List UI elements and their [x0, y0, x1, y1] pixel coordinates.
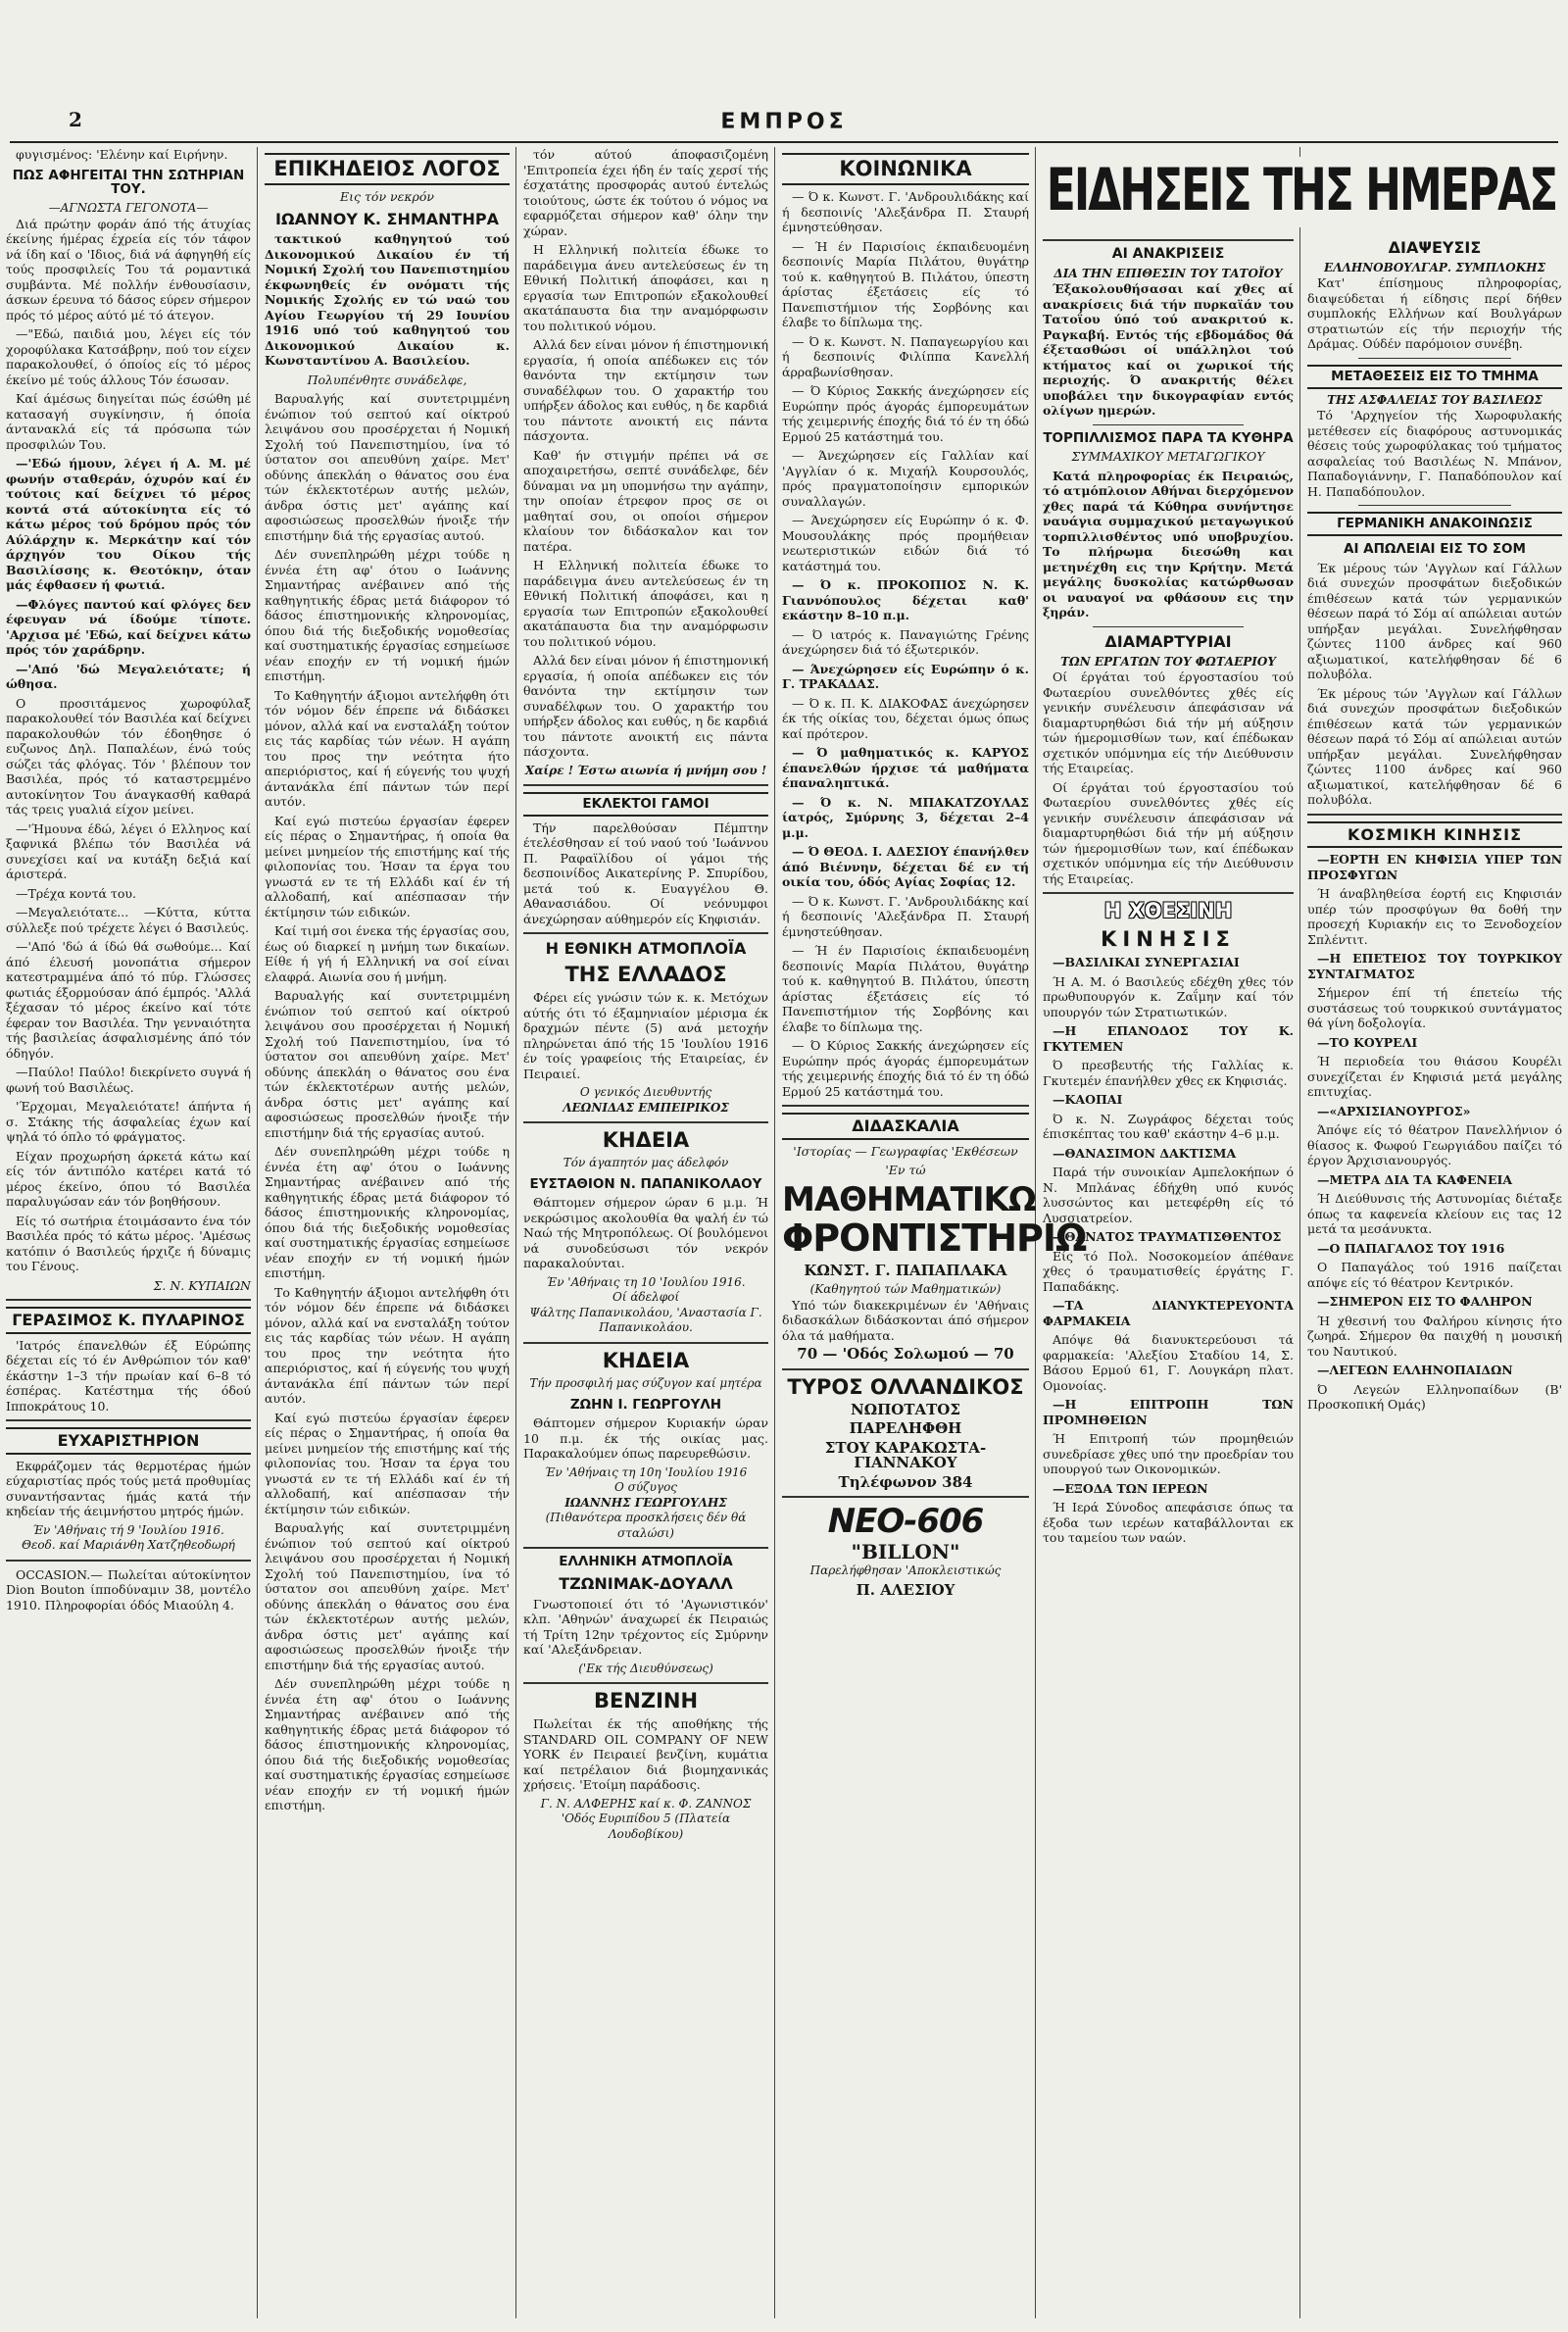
- divider: [1043, 239, 1294, 241]
- funeral-notice-date: Έν 'Αθήναις τη 10 'Ιουλίου 1916.: [546, 1274, 746, 1289]
- news-item: Είς τό Πολ. Νοσοκομείον άπέθανε χθες ό τραυματισθείς έργάτης Γ. Παπαδάκης.: [1043, 1248, 1294, 1294]
- article-headline: ΔΙΑΜΑΡΤΥΡΙΑΙ: [1104, 631, 1232, 651]
- ad-sub: ΝΩΠΟΤΑΤΟΣ: [851, 1400, 960, 1418]
- article-headline: ΠΩΣ ΑΦΗΓΕΙΤΑΙ ΤΗΝ ΣΩΤΗΡΙΑΝ ΤΟΥ.: [12, 167, 245, 198]
- article-paragraph: Οί έργάται τού έργοστασίου τού Φωταερίου συνελθόντες χθές είς γενικήν συνέλευσιν άπεφάσισαν νά διαμαρτυρηθώσι διά τήν μή αύξησιν τών ήμερομισθίων των, καί έπέδωκαν σχετικόν υπόμνημα είς τήν Διεύθυνσιν τής Εταιρείας.: [1043, 779, 1294, 886]
- ad-shop: ΣΤΟΥ ΚΑΡΑΚΩΣΤΑ-ΓΙΑΝΝΑΚΟΥ: [824, 1438, 987, 1472]
- news-item: —ΕΞΟΔΑ ΤΩΝ ΙΕΡΕΩΝ: [1053, 1480, 1208, 1496]
- news-item: —ΜΕΤΡΑ ΔΙΑ ΤΑ ΚΑΦΕΝΕΙΑ: [1317, 1171, 1513, 1187]
- ad-telephone: Τηλέφωνον 384: [838, 1472, 973, 1491]
- news-item: —Η ΕΠΑΝΟΔΟΣ ΤΟΥ Κ. ΓΚΥΤΕΜΕΝ: [1043, 1023, 1294, 1054]
- column-divider: [257, 147, 258, 2318]
- ad-headline: ΔΙΔΑΣΚΑΛΙΑ: [782, 1113, 1029, 1140]
- column-3: [523, 147, 768, 2323]
- news-item: —ΛΕΓΕΩΝ ΕΛΛΗΝΟΠΑΙΔΩΝ: [1317, 1363, 1513, 1378]
- masthead: [0, 110, 1568, 134]
- column-4: [782, 147, 1087, 2323]
- article-paragraph: Έκ μέρους τών 'Αγγλων καί Γάλλων διά συνεχών προσφάτων διεξοδικών έπιθέσεων κατά τών γερμανικών θέσεων παρά τό Σόμ αί απώλειαι αυτών υπήρξαν μεγάλαι. Συνελήφθησαν ζώντες 1100 άνδρες καί 960 αξιωματικοί, κατελήφθησαν δέ 6 πολυβόλα.: [1307, 685, 1562, 808]
- column-divider: [1299, 147, 1300, 2318]
- social-item: — Άνεχώρησεν είς Ευρώπην ό κ. Γ. ΤΡΑΚΑΔΑΣ.: [782, 661, 1029, 692]
- social-item: — Ό Κύριος Σακκής άνεχώρησεν είς Ευρώπην πρός άγοράς έμπορευμάτων τής χειμερινής έποχής διά τό έν τη όδώ Ερμού 25 κατάστημά του.: [782, 383, 1029, 444]
- article-paragraph: —Φλόγες παντού καί φλόγες δεν έφευγαν νά ίδούμε τίποτε. 'Αρχισα μέ 'Εδώ, καί δείχνει κάτω πρός τόν χαράδρην.: [6, 596, 251, 658]
- news-item: Ή Διεύθυνσις τής Αστυνομίας διέταξε όπως τα καφενεία κλείουν εις τας 12 μετά τα μεσάνυκτα.: [1307, 1191, 1562, 1237]
- funeral-notice-headline: ΚΗΔΕΙΑ: [602, 1348, 690, 1372]
- social-item: — Ό κ. Κωνστ. Γ. 'Ανδρουλιδάκης καί ή δεσποινίς 'Αλεξάνδρα Π. Σταυρή έμνηστεύθησαν.: [782, 893, 1029, 939]
- article-paragraph: Είς τό σωτήρια έτοιμάσαντο ένα τόν Βασιλέα πρός τό κάτω μέρος. 'Αμέσως κατόπιν ό Βασιλεύς ήρχιζε ή δύναμις του Γένους.: [6, 1213, 251, 1274]
- article-paragraph: Αλλά δεν είναι μόνον ή έπιστημονική εργασία, ή οποία απέδωκεν εις τόν θανόντα την εκτίμησιν των συναδέλφων του. Ο χαρακτήρ του υπήρξεν άδολος και ευθύς, η δε καρδιά του πάντοτε ανοικτή εις πάντα πάσχοντα.: [523, 337, 768, 443]
- social-item: — Άνεχώρησεν είς Ευρώπην ό κ. Φ. Μουσουλάκης πρός προμήθειαν νεωτεριστικών ειδών διά τό κατάστημά του.: [782, 513, 1029, 573]
- article-paragraph: Η Ελληνική πολιτεία έδωκε το παράδειγμα άνευ αντελεύσεως έν τη Εθνική Πολιτική άποφάσει, και η εργασία των Επιτροπών εξακολουθεί ακατάπαυστα δια την αναμόρφωσιν του πολιτικού νόμου.: [523, 242, 768, 333]
- article-paragraph: Δέν συνεπληρώθη μέχρι τούδε η έννέα έτη αφ' ότου ο Ιωάννης Σημαντήρας ανέβαινεν από τής καθηγητικής έδρας μετά διάφορον τό δάσος έπιστημονικής κληρονομίας, όπου διά τής διεξοδικής νομοθεσίας καί συστηματικής έργασίας εσημείωσε νέαν εποχήν εν τή νομική ήμών επιστήμη.: [265, 1144, 510, 1281]
- article-subhead: ΤΩΝ ΕΡΓΑΤΩΝ ΤΟΥ ΦΩΤΑΕΡΙΟΥ: [1060, 654, 1276, 669]
- ad-text: Γνωστοποιεί ότι τό 'Αγωνιστικόν' κλπ. 'Αθηνών' άναχωρεί έκ Πειραιώς τή Τρίτη 12ην τρέχοντος είς Σμύρνην καί 'Αλεξάνδρειαν.: [523, 1596, 768, 1658]
- article-paragraph: —Τρέχα κοντά του.: [16, 885, 136, 901]
- article-signature: Σ. Ν. ΚΥΠΑΙΩΝ: [153, 1277, 251, 1293]
- article-paragraph: Βαρυαλγής καί συντετριμμένη ένώπιον τού σεπτού καί οίκτρού λειψάνου σου προσέρχεται ή Νομική Σχολή τού Πανεπιστημίου, ίνα τό ύστατον σοι απευθύνη χαίρε. Μετ' οδύνης άπεκλάη ο θάνατος σου ένα τών έκλεκτοτέρων αυτής μελών, άνδρα όστις μετ' αγάπης καί αφοσιώσεως προσελθών ήνοιξε τήν επιστήμην διά τής εργασίας αυτού.: [265, 1520, 510, 1672]
- social-item: — Ό Κύριος Σακκής άνεχώρησεν είς Ευρώπην πρός άγοράς έμπορευμάτων τής χειμερινής έποχής διά τό έν τη όδώ Ερμού 25 κατάστημά του.: [782, 1038, 1029, 1099]
- article-paragraph: —'Από 'δώ ά ίδώ θά σωθούμε... Καί άπό έλευσή μονοπάτια σήμερον κατεστραμμένα άπό τό πύρ. Γλώσσες φωτιάς έξορμούσαν άπό έμπρός. 'Αλλά ξέχασαν τό μέρος έκείνο καί τότε έφεραν τον Βασιλέα. Την γενναιότητα τής βασιλείας άσφαλισμένης άπό τόν όδηγόν.: [6, 939, 251, 1061]
- notice-text: Εκφράζομεν τάς θερμοτέρας ήμών εύχαριστίας πρός τούς μετά προθυμίας συναντήσαντας ήμάς κατά τήν κηδείαν τής άειμνήστου μητρός ήμών.: [6, 1458, 251, 1519]
- divider: [782, 1368, 1029, 1370]
- social-item: — Ό μαθηματικός κ. ΚΑΡΥΟΣ έπανελθών ήρχισε τά μαθήματα έπαναληπτικά.: [782, 745, 1029, 791]
- divider: [6, 1419, 251, 1421]
- social-item: — Ό κ. ΠΡΟΚΟΠΙΟΣ Ν. Κ. Γιαννόπουλος δέχεται καθ' εκάστην 8–10 π.μ.: [782, 577, 1029, 623]
- funeral-notice-name: ΖΩΗΝ Ι. ΓΕΩΡΓΟΥΛΗ: [569, 1396, 722, 1413]
- news-item: Ή Α. Μ. ό Βασιλεύς εδέχθη χθες τόν πρωθυπουργόν κ. Ζαΐμην καί τόν υπουργόν τών Στρατιωτικών.: [1043, 973, 1294, 1019]
- article-subhead: Εις τόν νεκρόν: [340, 189, 434, 205]
- ad-name: ΚΩΝΣΤ. Γ. ΠΑΠΑΠΛΑΚΑ: [804, 1261, 1007, 1279]
- article-paragraph: —Μεγαλειότατε... —Κύττα, κύττα σύλλεξε πού τρέχετε λέγει ό Βασιλεύς.: [6, 905, 251, 935]
- divider: [1358, 505, 1511, 506]
- column-2: [265, 147, 510, 2323]
- news-item: —ΤΑ ΔΙΑΝΥΚΤΕΡΕΥΟΝΤΑ ΦΑΡΜΑΚΕΙΑ: [1043, 1298, 1294, 1328]
- article-paragraph: Βαρυαλγής καί συντετριμμένη ένώπιον τού σεπτού καί οίκτρού λειψάνου σου προσέρχεται ή Νομική Σχολή τού Πανεπιστημίου, ίνα τό ύστατον σοι απευθύνη χαίρε. Μετ' οδύνης άπεκλάη ο θάνατος σου ένα τών έκλεκτοτέρων αυτής μελών, άνδρα όστις μετ' αγάπης καί αφοσιώσεως προσελθών ήνοιξε τήν επιστήμην διά τής εργασίας αυτού.: [265, 988, 510, 1140]
- ad-text: 'Ιατρός έπανελθών έξ Εύρώπης δέχεται είς τό έν Ανθρώπιον τόν καθ' έκάστην 1–3 τήν πρωίαν καί 6–8 τό έσπέρας. Κατέστημα τής όδού Ιπποκράτους 10.: [6, 1337, 251, 1414]
- ad-text: Υπό τών διακεκριμένων έν 'Αθήναις διδασκάλων διδάσκονται άπό σήμερον όλα τά μαθήματα.: [782, 1297, 1029, 1343]
- article-headline: ΜΕΤΑΘΕΣΕΙΣ ΕΙΣ ΤΟ ΤΜΗΜΑ: [1307, 365, 1562, 389]
- article-paragraph: Ο προσιτάμενος χωροφύλαξ παρακολουθεί τόν Βασιλέα καί δείχνει παρακολουθών τόν έδοηθησε ό ευζωνος Δηλ. Παπαλέων, ένώ τούς σώζει τάς φλόγας. Τόν ' βλέπουν τον Βασιλέα, πρός τό καταστρεμμένο αυτοκίνητον Του άναγκασθή καθαρά τάς τρεις γυαλιά είχον μείνει.: [6, 695, 251, 818]
- classified-text: OCCASION.— Πωλείται αύτοκίνητον Dion Bouton ίπποδύναμιν 38, μοντέλο 1910. Πληροφορίαι όδός Μιαούλη 4.: [6, 1566, 251, 1613]
- article-paragraph: Πολυπένθητε συνάδελφε,: [307, 372, 467, 387]
- social-item: — Ό ΘΕΟΔ. Ι. ΑΔΕΣΙΟΥ έπανήλθεν άπό Βιέννην, δέχεται δέ εν τή οικία του, όδός Αγίας Σοφίας 12.: [782, 844, 1029, 890]
- ad-signature: ΛΕΩΝΙΔΑΣ ΕΜΠΕΙΡΙΚΟΣ: [563, 1100, 729, 1115]
- news-item: —Η ΕΠΙΤΡΟΠΗ ΤΩΝ ΠΡΟΜΗΘΕΙΩΝ: [1043, 1397, 1294, 1427]
- newspaper-name: ΕΜΠΡΟΣ: [720, 110, 848, 134]
- notice-headline: ΕΥΧΑΡΙΣΤΗΡΙΟΝ: [6, 1427, 251, 1455]
- ad-signature: Ο γενικός Διευθυντής: [579, 1085, 712, 1100]
- news-item: —ΘΑΝΑΤΟΣ ΤΡΑΥΜΑΤΙΣΘΕΝΤΟΣ: [1053, 1229, 1282, 1245]
- social-item: Άπόψε είς τό θέατρον Πανελλήνιον ό θίασος κ. Φωφού Γεωργιάδου παίζει τό έργον Άρχισιανουργός.: [1307, 1122, 1562, 1168]
- social-item: Ή περιοδεία του θιάσου Κουρέλι συνεχίζεται έν Κηφισιά μετά μεγάλης επιτυχίας.: [1307, 1054, 1562, 1100]
- news-item: —ΚΑΟΠΑΙ: [1053, 1092, 1123, 1108]
- ad-text: Παρελήφθησαν 'Αποκλειστικώς: [809, 1563, 1002, 1578]
- article-paragraph: Είχαν προχωρήση άρκετά κάτω καί είς τόν άντιπόλο κατέρει κατά τό μέρος έκείνο, όπου τό Βασιλέα παραλυγώσαν εάν τόν βοηθήσουν.: [6, 1148, 251, 1210]
- article-text: φυγισμένος: 'Ελένην καί Ειρήνην.: [16, 147, 228, 162]
- article-paragraph: τόν αύτού άποφασιζομένη 'Επιτροπεία έχει ήδη έν ταίς χερσί τής έσχατάτης προσφοράς αυτού έντελώς τοιούτους, ώστε έκ τούτου ό νόμος να εφαρμόζεται σήμερον καθ' όλην την χώραν.: [523, 147, 768, 238]
- funeral-notice-signature: Ο σύζυγος: [613, 1480, 678, 1495]
- article-headline: ΓΕΡΜΑΝΙΚΗ ΑΝΑΚΟΙΝΩΣΙΣ: [1307, 512, 1562, 536]
- ad-text: Φέρει είς γνώσιν τών κ. κ. Μετόχων αύτής ότι τό έξαμηνιαίον μέρισμα έκ δραχμών πέντε (5) ανά μετοχήν πληρώνεται άπό τής 15 'Ιουλίου 1916 έν τοίς γραφείοις τής Εταιρείας, έν Πειραιεί.: [523, 990, 768, 1081]
- news-item: Ή χθεσινή του Φαλήρου κίνησις ήτο ζωηρά. Σήμερον θα παιχθή η μουσική του Ναυτικού.: [1307, 1313, 1562, 1359]
- article-paragraph: Δέν συνεπληρώθη μέχρι τούδε η έννέα έτη αφ' ότου ο Ιωάννης Σημαντήρας ανέβαινεν από τής καθηγητικής έδρας μετά διάφορον τό δάσος έπιστημονικής κληρονομίας, όπου διά τής διεξοδικής νομοθεσίας καί συστηματικής έργασίας εσημείωσε νέαν εποχήν εν τή νομική ήμών επιστήμη.: [265, 1676, 510, 1813]
- social-item: — Ό κ. Π. Κ. ΔΙΑΚΟΦΑΣ άνεχώρησεν έκ τής οίκίας του, δέχεται όμως όπως καί πρότερον.: [782, 695, 1029, 741]
- social-item: — Ό κ. Ν. ΜΠΑΚΑΤΖΟΥΛΑΣ ίατρός, Σμύρνης 3, δέχεται 2–4 μ.μ.: [782, 794, 1029, 840]
- news-item: Απόψε θά διανυκτερεύουσι τά φαρμακεία: 'Αλεξίου Σταδίου 14, Σ. Βάσου Ερμού 61, Γ. Λουγκάρη πλατ. Ομονοίας.: [1043, 1332, 1294, 1393]
- funeral-notice-text: Θάπτομεν σήμερον Κυριακήν ώραν 10 π.μ. έκ τής οικίας μας. Παρακαλούμεν όπως παρευρεθώσιν.: [523, 1415, 768, 1462]
- ad-address: 70 — 'Οδός Σολωμού — 70: [797, 1345, 1014, 1364]
- ad-headline: ΤΗΣ ΕΛΛΑΔΟΣ: [564, 962, 727, 986]
- social-item: —«ΑΡΧΙΣΙΑΝΟΥΡΓΟΣ»: [1317, 1103, 1471, 1118]
- notice-date: Έν 'Αθήναις τή 9 'Ιουλίου 1916.: [32, 1522, 224, 1537]
- article-headline: ΤΟΡΠΙΛΛΙΣΜΟΣ ΠΑΡΑ ΤΑ ΚΥΘΗΡΑ: [1043, 429, 1294, 446]
- social-item: — Άνεχώρησεν είς Γαλλίαν καί 'Αγγλίαν ό κ. Μιχαήλ Κουρσουλός, πρός πραγματοποίησιν εμπορικών συναλλαγών.: [782, 448, 1029, 509]
- divider: [782, 1105, 1029, 1107]
- news-item: Ό κ. Ν. Ζωγράφος δέχεται τούς έπισκέπτας του καθ' εκάστην 4–6 μ.μ.: [1043, 1111, 1294, 1142]
- page-number: 2: [69, 108, 82, 131]
- news-item: Ό πρεσβευτής τής Γαλλίας κ. Γκυτεμέν έπανήλθεν χθες εκ Κηφισιάς.: [1043, 1058, 1294, 1088]
- news-item: —Ο ΠΑΠΑΓΑΛΟΣ ΤΟΥ 1916: [1317, 1240, 1505, 1256]
- column-divider: [515, 147, 516, 2318]
- article-headline: ΕΠΙΚΗΔΕΙΟΣ ΛΟΓΟΣ: [265, 153, 510, 185]
- social-item: — Ό ιατρός κ. Παναγιώτης Γρένης άνεχώρησεν διά τό έξωτερικόν.: [782, 626, 1029, 658]
- news-item: —ΘΑΝΑΣΙΜΟΝ ΔΑΚΤΙΣΜΑ: [1053, 1145, 1237, 1161]
- article-paragraph: Έκ μέρους τών 'Αγγλων καί Γάλλων διά συνεχών προσφάτων διεξοδικών έπιθέσεων κατά τών γερμανικών θέσεων παρά τό Σόμ αί απώλειαι αυτών υπήρξαν μεγάλαι. Συνελήφθησαν ζώντες 1100 άνδρες καί 960 αξιωματικοί, κατελήφθησαν δέ 6 πολυβόλα.: [1307, 560, 1562, 682]
- divider: [523, 932, 768, 934]
- funeral-notice-signature: Οί άδελφοί: [612, 1290, 680, 1305]
- ad-sub: ΠΑΡΕΛΗΦΘΗ: [849, 1419, 962, 1438]
- divider: [523, 1682, 768, 1684]
- funeral-notice-text: Θάπτομεν σήμερον ώραν 6 μ.μ. Ή νεκρώσιμος ακολουθία θα ψαλή έν τώ Ναώ τής Μητροπόλεως. Οί βουλόμενοι νά συνοδεύσωσι τόν νεκρόν παρακαλούνται.: [523, 1195, 768, 1271]
- divider: [1358, 358, 1511, 359]
- news-item: Παρά τήν συνοικίαν Αμπελοκήπων ό Ν. Μπλάνας έδήχθη υπό κυνός λυσσώντος και μετεφέρθη είς τό Λυσσιατρείον.: [1043, 1165, 1294, 1225]
- column-5: [1043, 233, 1294, 2323]
- funeral-notice-date: Έν 'Αθήναις τη 10η 'Ιουλίου 1916: [544, 1464, 748, 1479]
- article-subhead: ΑΙ ΑΠΩΛΕΙΑΙ ΕΙΣ ΤΟ ΣΟΜ: [1344, 540, 1526, 557]
- column-1: [6, 147, 251, 2323]
- ad-name-sub: (Καθηγητού τών Μαθηματικών): [809, 1282, 1002, 1297]
- funeral-notice-sub: Τήν προσφιλή μας σύζυγον καί μητέρα: [529, 1376, 762, 1391]
- divider: [1093, 424, 1244, 425]
- article-paragraph: Βαρυαλγής καί συντετριμμένη ένώπιον τού σεπτού καί οίκτρού λειψάνου σου προσέρχεται ή Νομική Σχολή τού Πανεπιστημίου, ίνα τό ύστατον σοι απευθύνη χαίρε. Μετ' οδύνης άπεκλάη ο θάνατος σου ένα τών έκλεκτοτέρων αυτής μελών, άνδρα όστις μετ' αγάπης καί αφοσιώσεως προσελθών ήνοιξε τήν επιστήμην διά τής εργασίας αυτού.: [265, 391, 510, 543]
- article-paragraph: Κατά πληροφορίας έκ Πειραιώς, τό ατμόπλοιον Αθήναι διερχόμενον χθες παρά τά Κύθηρα συνήντησε ναυάγια συμμαχικού μεταγωγικού τορπιλλισθέντος υπό υποβρυχίου. Το πλήρωμα διεσώθη και μετηνέχθη εις την Κρήτην. Μετά μεγάλης δυσκολίας κατώρθωσαν οι ναυαγοί να φθάσουν εις την ξηράν.: [1043, 468, 1294, 620]
- article-paragraph: Καί εγώ πιστεύω έργασίαν έφερεν είς πέρας ο Σημαντήρας, ή οποία θα μείνει μνημείον τής επιστήμης καί τής φιλοπονίας του. Ήσαν τα έργα του γνωστά εν τε τή Ελλάδι καί έν τή αλλοδαπή, καί απέσπασαν τήν έκτίμησιν τών ειδικών.: [265, 1410, 510, 1516]
- news-item: Ο Παπαγάλος τού 1916 παίζεται απόψε είς τό θέατρον Κεντρικόν.: [1307, 1260, 1562, 1290]
- social-item: —Η ΕΠΕΤΕΙΟΣ ΤΟΥ ΤΟΥΡΚΙΚΟΥ ΣΥΝΤΑΓΜΑΤΟΣ: [1307, 951, 1562, 981]
- social-item: —ΕΟΡΤΗ ΕΝ ΚΗΦΙΣΙΑ ΥΠΕΡ ΤΩΝ ΠΡΟΣΦΥΓΩΝ: [1307, 852, 1562, 882]
- article-paragraph: Οί έργάται τού έργοστασίου τού Φωταερίου συνελθόντες χθές είς γενικήν συνέλευσιν άπεφάσισαν νά διαμαρτυρηθώσι διά τήν μή αύξησιν τών ήμερομισθίων των, καί έπέδωκαν σχετικόν υπόμνημα είς τήν Διεύθυνσιν τής Εταιρείας.: [1043, 670, 1294, 776]
- notice-signature: Θεοδ. καί Μαριάνθη Χατζηθεοδωρή: [22, 1538, 235, 1553]
- column-6: [1307, 233, 1562, 2323]
- article-paragraph: Έξακολουθήσασαι καί χθες αί ανακρίσεις διά τήν πυρκαϊάν του Τατοΐου ύπό τού ανακριτού κ. Ραγκαβή. Εντός τής εβδομάδος θά έξετασθώσι οί υπάλληλοι τού κτήματος καί οι χωρικοί τής περιοχής. Ό ανακριτής θέλει υποβάλει την δικογραφίαν εντός ολίγων ημερών.: [1043, 281, 1294, 419]
- social-item: —ΤΟ ΚΟΥΡΕΛΙ: [1317, 1034, 1418, 1050]
- notice-text: Τήν παρελθούσαν Πέμπτην έτελέσθησαν εί τού ναού τού 'Ιωάννου Π. Ραφαϊλίδου οί γάμοι τής δεσποινίδος Αικατερίνης Ρ. Σπυρίδου, μετά τού κ. Ευαγγέλου Θ. Αθανασιάδου. Οί νεόνυμφοι άνεχώρησαν αύθημερόν είς Κηφισιάν.: [523, 819, 768, 926]
- social-item: Ή άναβληθείσα έορτή εις Κηφισιάν υπέρ τών προσφύγων θα δοθή την προσεχή Κυριακήν εις το Ξενοδοχείον Σπλέντιτ.: [1307, 886, 1562, 947]
- masthead-rule: [10, 141, 1558, 143]
- divider: [523, 784, 768, 786]
- article-headline: ΑΙ ΑΝΑΚΡΙΣΕΙΣ: [1111, 246, 1225, 263]
- news-item: Ή Επιτροπή τών προμηθειών συνεδρίασε χθες υπό την προεδρίαν του υπουργού των Οικονομικών.: [1043, 1431, 1294, 1477]
- divider: [6, 1299, 251, 1301]
- ad-text: Πωλείται έκ τής αποθήκης τής STANDARD OIL COMPANY OF NEW YORK έν Πειραιεί βενζίνη, κυμάτια καί πετρέλαιον διά βιομηχανικάς χρήσεις. 'Ετοίμη παράδοσις.: [523, 1716, 768, 1793]
- news-item: Ό Λεγεών Ελληνοπαίδων (Β' Προσκοπική Ομάς): [1307, 1381, 1562, 1413]
- article-paragraph: Καί άμέσως διηγείται πώς έσώθη μέ κατασαγή συγκίνησιν, ή όποία άντανακλά είς τά πρόσωπα τών προσφιλών Του.: [6, 391, 251, 452]
- social-item: — Ή έν Παρισίοις έκπαιδευομένη δεσποινίς Μαρία Πιλάτου, θυγάτηρ τού κ. καθηγητού Β. Πιλάτου, ύπεστη άρίστας έξετάσεις είς τό Πανεπιστήμιον τής Σορβόνης και έλαβε το δίπλωμα της.: [782, 943, 1029, 1034]
- article-paragraph: Αλλά δεν είναι μόνον ή έπιστημονική εργασία, ή οποία απέδωκεν εις τόν θανόντα την εκτίμησιν των συναδέλφων του. Ο χαρακτήρ του υπήρξεν άδολος και ευθύς, η δε καρδιά του πάντοτε ανοικτή εις πάντα πάσχοντα.: [523, 653, 768, 759]
- funeral-notice-note: (Πιθανότερα προσκλήσεις δέν θά σταλώσι): [545, 1511, 747, 1540]
- social-item: — Ό κ. Κωνστ. Γ. 'Ανδρουλιδάκης καί ή δεσποινίς 'Αλεξάνδρα Π. Σταυρή έμνηστεύθησαν.: [782, 189, 1029, 235]
- funeral-notice-headline: ΚΗΔΕΙΑ: [602, 1128, 690, 1153]
- article-paragraph: Δέν συνεπληρώθη μέχρι τούδε η έννέα έτη αφ' ότου ο Ιωάννης Σημαντήρας ανέβαινεν από τής καθηγητικής έδρας μετά διάφορον τό δάσος έπιστημονικής κληρονομίας, όπου διά τής διεξοδικής νομοθεσίας καί συστηματικής έργασίας εσημείωσε νέαν εποχήν εν τή νομική ήμών επιστήμη.: [265, 547, 510, 684]
- news-item: Ή Ιερά Σύνοδος απεφάσισε όπως τα έξοδα των ιερέων καταβάλλονται εκ του ταμείου των ναών.: [1043, 1500, 1294, 1546]
- article-paragraph: —"Εδώ, παιδιά μου, λέγει είς τόν χοροφύλακα Κατσάβρην, πού τον είχεν παρακολουθεί, ό όποίος είς τό μέρος έκείνο μέ τούς άλλους Τόν έσωσαν.: [6, 326, 251, 387]
- article-paragraph: Καθ' ήν στιγμήν πρέπει νά σε αποχαιρετήσω, σεπτέ συνάδελφε, δέν δύναμαι να μη υπομνήσω την αγάπην, την οποίαν έτρεφον προς σε οι μαθηταί σου, οι οποίοι σήμερον κλαίουν τον διδάσκαλον και τον πατέρα.: [523, 447, 768, 554]
- article-paragraph: —Παύλο! Παύλο! διεκρίνετο συγνά ή φωνή τού Βασιλέως.: [6, 1065, 251, 1095]
- article-paragraph: —'Από 'δώ Μεγαλειότατε; ή ώθησα.: [6, 661, 251, 692]
- divider: [1043, 892, 1294, 894]
- article-paragraph: Καί τιμή σοι ένεκα τής έργασίας σου, έως ού διαρκεί η μνήμη των δικαίων. Είθε ή γή ή Ελληνική να σοί είναι ελαφρά. Αιωνία σου ή μνήμη.: [265, 923, 510, 984]
- article-paragraph: —'Ήμουνα έδώ, λέγει ό Ελληνος καί ξαφνικά βλέπω τόν Βασιλέα νά συνεχίσει καί να κυτάξη δεξιά καί άριστερά.: [6, 820, 251, 882]
- article-paragraph: Διά πρώτην φοράν άπό τής άτυχίας έκείνης ήμέρας έχρεία είς τόν τάφον νά ίδη καί ο 'Ιδιος, διά νά άφηγηθή είς τούς προσφιλείς Του τά ρομαντικά συμβάντα. Μέ πολλήν ένθουσίασιν, άσκων έρευνα τό δάσος εύρεν σήμερον πρός τό μέρος αύτό μέ τό άτεγον.: [6, 216, 251, 323]
- ad-big-text: ΜΑΘΗΜΑΤΙΚΩ: [782, 1179, 1036, 1219]
- divider: [523, 1121, 768, 1123]
- section-headline: Η ΧΘΕΣΙΝΗ: [1103, 899, 1233, 923]
- article-paragraph: Το Καθηγητήν άξιομοι αντελήφθη ότι τόν νόμον δέν έπρεπε νά διδάσκει μόνον, αλλά καί να ενσταλάξη τούτον εις τάς καρδίας τών νέων. Η αγάπη του προς την νεότητα ήτο απεριόριστος, καί ή εύγενής του ψυχή άντανάκλα έπί πάντων τών περί αυτόν.: [265, 687, 510, 810]
- divider: [6, 1560, 251, 1562]
- funeral-notice-signature: Ψάλτης Παπανικολάου, 'Αναστασία Γ. Παπανικολάου.: [529, 1305, 762, 1335]
- section-headline: ΚΟΣΜΙΚΗ ΚΙΝΗΣΙΣ: [1307, 821, 1562, 849]
- article-subhead: ΔΙΑ ΤΗΝ ΕΠΙΘΕΣΙΝ ΤΟΥ ΤΑΤΟΪΟΥ: [1054, 266, 1283, 280]
- section-title: ΕΙΔΗΣΕΙΣ ΤΗΣ ΗΜΕΡΑΣ: [1046, 156, 1557, 224]
- section-headline: ΚΟΙΝΩΝΙΚΑ: [782, 153, 1029, 185]
- ad-headline: Η ΕΘΝΙΚΗ ΑΤΜΟΠΛΟΪΑ: [545, 939, 747, 959]
- news-item: —ΣΗΜΕΡΟΝ ΕΙΣ ΤΟ ΦΑΛΗΡΟΝ: [1317, 1294, 1533, 1310]
- notice-headline: ΕΚΛΕΚΤΟΙ ΓΑΜΟΙ: [523, 792, 768, 817]
- ad-headline: ΤΥΡΟΣ ΟΛΛΑΝΔΙΚΟΣ: [787, 1374, 1024, 1399]
- ad-headline: ΤΖΩΝΙΜΑΚ-ΔΟΥΑΛΛ: [559, 1574, 733, 1594]
- ad-sub: "BILLON": [851, 1539, 960, 1563]
- ad-signature: Π. ΑΛΕΣΙΟΥ: [856, 1580, 956, 1599]
- article-paragraph: Καί εγώ πιστεύω έργασίαν έφερεν είς πέρας ο Σημαντήρας, ή οποία θα μείνει μνημείον τής επιστήμης καί τής φιλοπονίας του. Ήσαν τα έργα του γνωστά εν τε τή Ελλάδι καί έν τή αλλοδαπή, καί απέσπασαν τήν έκτίμησιν τών ειδικών.: [265, 813, 510, 919]
- ad-headline: ΒΕΝΖΙΝΗ: [593, 1689, 699, 1713]
- ad-sub: 'Εν τώ: [885, 1163, 926, 1178]
- ad-sub: 'Ιστορίας — Γεωγραφίας 'Εκθέσεων: [793, 1143, 1018, 1159]
- divider: [523, 1342, 768, 1344]
- news-item: —ΒΑΣΙΛΙΚΑΙ ΣΥΝΕΡΓΑΣΙΑΙ: [1053, 955, 1240, 970]
- funeral-notice-signature: ΙΩΑΝΝΗΣ ΓΕΩΡΓΟΥΛΗΣ: [564, 1495, 727, 1510]
- news-of-the-day-banner: [1039, 157, 1564, 227]
- article-paragraph: Τό 'Αρχηγείον τής Χωροφυλακής μετέθεσεν είς διαφόρους αστυνομικάς θέσεις τούς χωροφύλακας τού τμήματος ασφαλείας τού Βασιλέως Ν. Μπάνον, Παπαδογιάννην, Γ. Παπαδόπουλον καί Η. Παπαδόπουλον.: [1307, 408, 1562, 499]
- article-headline: ΔΙΑΨΕΥΣΙΣ: [1388, 238, 1482, 258]
- ad-big-text: ΝΕΟ-606: [827, 1502, 984, 1542]
- funeral-notice-sub: Τόν άγαπητόν μας άδελφόν: [563, 1156, 729, 1170]
- article-subhead: ΤΗΣ ΑΣΦΑΛΕΙΑΣ ΤΟΥ ΒΑΣΙΛΕΩΣ: [1327, 392, 1543, 407]
- social-item: Σήμερον έπί τή έπετείω τής συστάσεως τού τουρκικού συντάγματος θά γίνη δοξολογία.: [1307, 985, 1562, 1031]
- ad-headline: ΕΛΛΗΝΙΚΗ ΑΤΜΟΠΛΟΪΑ: [559, 1554, 733, 1570]
- column-divider: [774, 147, 775, 2318]
- article-subhead: ΣΥΜΜΑΧΙΚΟΥ ΜΕΤΑΓΩΓΙΚΟΥ: [1071, 449, 1265, 465]
- article-intro: τακτικού καθηγητού τού Δικονομικού Δικαίου έν τή Νομική Σχολή του Πανεπιστημίου έκφωνηθείς έν ονόματι τής Νομικής Σχολής εν τώ ναώ του Αγίου Γεωργίου τή 29 Ιουνίου 1916 υπό τού καθηγητού του Δικονομικού Δικαίου κ. Κωνσταντίνου Α. Βασιλείου.: [265, 231, 510, 369]
- ad-note: ('Εκ τής Διευθύνσεως): [578, 1661, 713, 1675]
- divider: [1093, 626, 1244, 627]
- article-subhead: ΙΩΑΝΝΟΥ Κ. ΣΗΜΑΝΤΗΡΑ: [275, 209, 499, 228]
- article-paragraph: Η Ελληνική πολιτεία έδωκε το παράδειγμα άνευ αντελεύσεως έν τη Εθνική Πολιτική άποφάσει, και η εργασία των Επιτροπών εξακολουθεί ακατάπαυστα δια την αναμόρφωσιν του πολιτικού νόμου.: [523, 558, 768, 649]
- article-paragraph: Το Καθηγητήν άξιομοι αντελήφθη ότι τόν νόμον δέν έπρεπε νά διδάσκει μόνον, αλλά καί να ενσταλάξη τούτον εις τάς καρδίας τών νέων. Η αγάπη του προς την νεότητα ήτο απεριόριστος, καί ή εύγενής του ψυχή άντανάκλα έπί πάντων τών περί αυτόν.: [265, 1284, 510, 1407]
- article-paragraph: 'Έρχομαι, Μεγαλειότατε! άπήντα ή σ. Στάκης τής άσφαλείας έχων καί ψηλά τό όπλο τό φράγματος.: [6, 1099, 251, 1145]
- article-subhead: —ΑΓΝΩΣΤΑ ΓΕΓΟΝΟΤΑ—: [48, 201, 209, 216]
- divider: [782, 1496, 1029, 1498]
- divider: [523, 1547, 768, 1549]
- article-paragraph: Κατ' έπίσημους πληροφορίας, διαψεύδεται ή είδησις περί δήθεν συμπλοκής Ελλήνων καί Βουλγάρων στρατιωτών είς τήν περιοχήν τής Δράμας. Ούδέν παρόμοιον συνέβη.: [1307, 275, 1562, 352]
- article-subhead: ΕΛΛΗΝΟΒΟΥΛΓΑΡ. ΣΥΜΠΛΟΚΗΣ: [1324, 260, 1545, 274]
- ad-headline: ΓΕΡΑΣΙΜΟΣ Κ. ΠΥΛΑΡΙΝΟΣ: [6, 1307, 251, 1334]
- ad-address: 'Οδός Ευριπίδου 5 (Πλατεία Λουδοβίκου): [561, 1811, 731, 1841]
- ad-big-text: ΦΡΟΝΤΙΣΤΗΡΙΩ: [782, 1216, 1087, 1261]
- divider: [1307, 814, 1562, 816]
- section-headline: ΚΙΝΗΣΙΣ: [1101, 927, 1236, 952]
- article-paragraph: —'Εδώ ήμουν, λέγει ή Α. Μ. μέ φωνήν σταθεράν, όχυρόν καί έν τούτοις καί δείχνει τό μέρος κοντά στά αύτοκίνητα είς τό κάτω μέρος τού δρόμου πρός τόν Αύλάρχην κ. Μερκάτην καί τόν άρχηγόν του Οίκου τής Βασιλίσσης κ. Θεοτόκην, όταν μάς έφθασεν ή φωτιά.: [6, 456, 251, 593]
- article-closing: Χαίρε ! Έστω αιωνία ή μνήμη σου !: [524, 763, 767, 777]
- ad-signature: Γ. Ν. ΑΛΦΕΡΗΣ καί κ. Φ. ΖΑΝΝΟΣ: [540, 1796, 752, 1811]
- social-item: — Ή έν Παρισίοις έκπαιδευομένη δεσποινίς Μαρία Πιλάτου, θυγάτηρ τού κ. καθηγητού Β. Πιλάτου, ύπεστη άρίστας έξετάσεις είς τό Πανεπιστήμιον τής Σορβόνης και έλαβε το δίπλωμα της.: [782, 238, 1029, 330]
- funeral-notice-name: ΕΥΣΤΑΘΙΟΝ Ν. ΠΑΠΑΝΙΚΟΛΑΟΥ: [529, 1175, 762, 1192]
- social-item: — Ό κ. Κωνστ. Ν. Παπαγεωργίου και ή δεσποινίς Φιλίππα Κανελλή άρραβωνίσθησαν.: [782, 333, 1029, 379]
